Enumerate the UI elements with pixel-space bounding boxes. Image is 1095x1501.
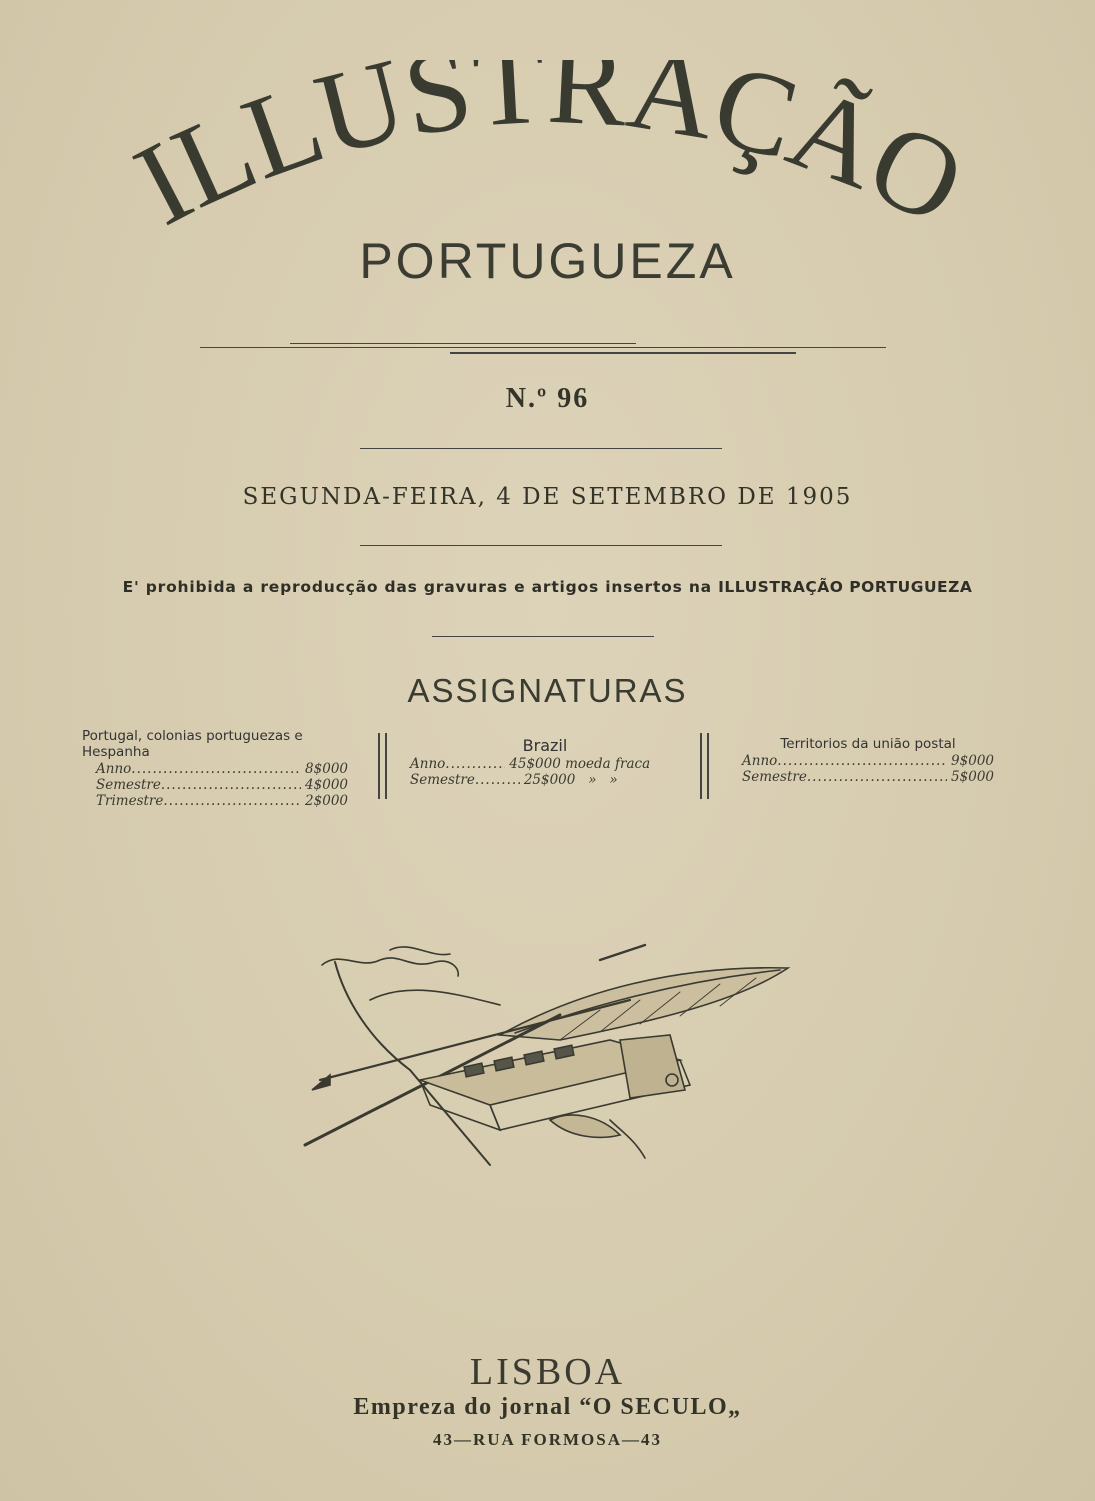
divider-1 — [360, 448, 722, 449]
price-row — [742, 769, 994, 785]
leader-dots — [131, 761, 301, 777]
leader-dots — [161, 777, 301, 793]
issue-number: N.º 96 — [505, 383, 590, 414]
price-label: Semestre — [96, 777, 161, 793]
leader-dots — [163, 793, 301, 809]
subscription-column-brazil — [410, 736, 680, 788]
price-value: 5$000 — [951, 769, 994, 785]
column-title: Territorios da união postal — [780, 736, 956, 752]
price-label: Semestre — [410, 772, 475, 788]
price-label: Semestre — [742, 769, 807, 785]
column-title: Portugal, colonias portuguezas e Hespanha — [82, 728, 303, 760]
price-label: Anno — [742, 753, 778, 769]
column-title: Brazil — [522, 736, 568, 755]
subscription-column-postal-union — [742, 736, 994, 785]
imprint-address: 43—RUA FORMOSA—43 — [432, 1430, 663, 1449]
column-separator — [385, 733, 387, 799]
leader-dots — [475, 772, 520, 788]
divider-3 — [432, 636, 654, 637]
quill-palette-engraving — [300, 940, 800, 1180]
imprint-publisher: Empreza do jornal “O SECULO„ — [353, 1394, 742, 1420]
price-value: 8$000 — [305, 761, 348, 777]
price-label: Trimestre — [96, 793, 164, 809]
copyright-notice-text: E' prohibida a reproducção das gravuras e artigos insertos na — [122, 578, 719, 596]
column-separator — [707, 733, 709, 799]
imprint-city: LISBOA — [469, 1351, 626, 1393]
subscription-column-portugal — [82, 728, 362, 809]
svg-text:ILLUSTRAÇÃO — [115, 60, 982, 250]
masthead-rule-lower-ornament — [450, 352, 796, 354]
price-value: 4$000 — [305, 777, 348, 793]
price-value: 9$000 — [951, 753, 994, 769]
subscriptions-heading: ASSIGNATURAS — [407, 672, 688, 709]
price-row — [410, 772, 680, 788]
date-line: SEGUNDA-FEIRA, 4 DE SETEMBRO DE 1905 — [242, 484, 853, 510]
leader-dots — [777, 753, 947, 769]
column-separator — [378, 733, 380, 799]
divider-2 — [360, 545, 722, 546]
copyright-notice-emphasis: ILLUSTRAÇÃO PORTUGUEZA — [718, 578, 973, 596]
price-value: 25$000 » » — [523, 772, 618, 788]
masthead-title-text: ILLUSTRAÇÃO — [115, 60, 983, 251]
price-row — [96, 761, 348, 777]
price-value: 45$000 moeda fraca — [509, 756, 651, 772]
price-row — [96, 793, 348, 809]
masthead-subtitle: PORTUGUEZA — [359, 233, 736, 289]
price-label: Anno — [410, 756, 446, 772]
price-label: Anno — [96, 761, 132, 777]
price-row — [410, 756, 680, 772]
leader-dots — [807, 769, 947, 785]
price-value: 2$000 — [305, 793, 348, 809]
masthead-rule-upper-ornament — [290, 343, 636, 344]
masthead-rule-top — [200, 347, 886, 348]
leader-dots — [445, 756, 505, 772]
price-row — [742, 753, 994, 769]
copyright-notice — [0, 578, 1095, 596]
price-row — [96, 777, 348, 793]
column-separator — [700, 733, 702, 799]
